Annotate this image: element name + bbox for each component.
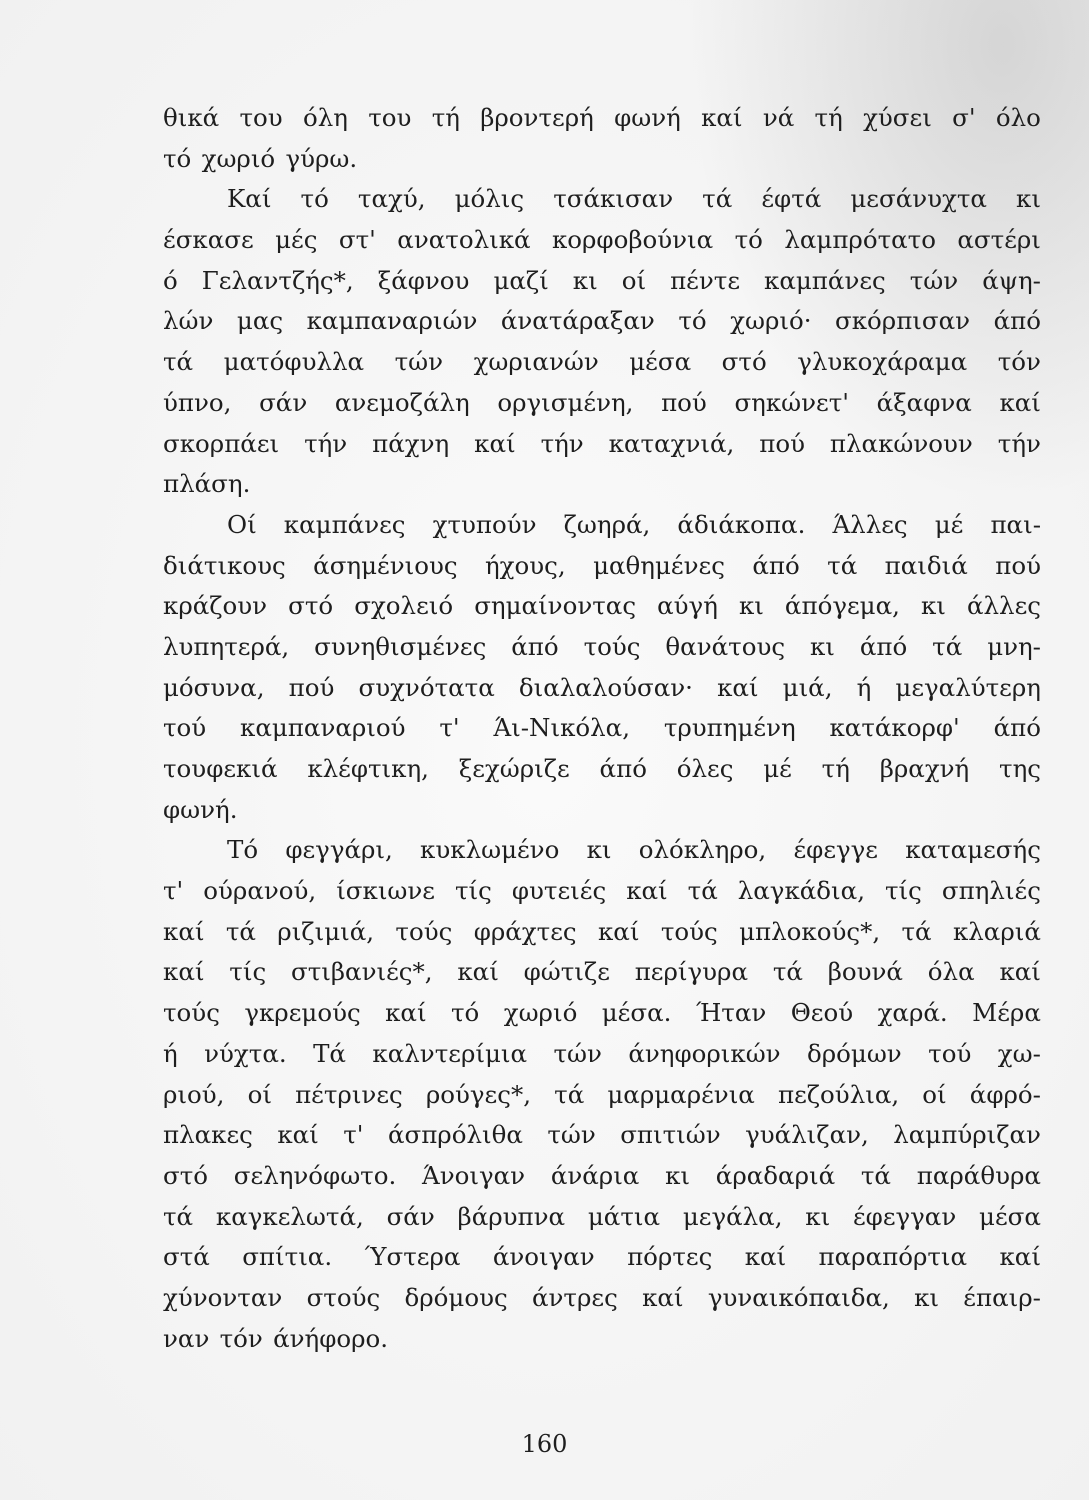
word: τίς — [455, 876, 492, 906]
text-line — [163, 1319, 1041, 1360]
word: σπίτια. — [242, 1242, 333, 1272]
word: στό — [288, 591, 334, 621]
word: καί — [597, 916, 640, 946]
word: όλα — [927, 957, 975, 987]
word: τίς — [884, 876, 922, 906]
word: κι — [738, 591, 764, 621]
word: τούς — [163, 998, 220, 1028]
word: του — [368, 103, 412, 132]
word: κι — [805, 1201, 831, 1231]
word: φεγγάρι, — [285, 835, 393, 865]
word: λαγκάδια, — [737, 876, 865, 906]
word: βραχνή — [879, 754, 970, 783]
word: οί — [922, 1079, 947, 1109]
word: χαρά. — [877, 998, 948, 1028]
word: γύρω. — [285, 143, 358, 173]
text-line — [163, 1197, 1041, 1238]
word: τό — [451, 998, 480, 1028]
word: ξάφνου — [377, 265, 470, 295]
word: σ' — [952, 103, 976, 132]
word: Ύστερα — [364, 1242, 461, 1272]
word: άψη- — [982, 265, 1041, 295]
word: κι — [914, 1282, 940, 1312]
word: όλη — [302, 103, 348, 132]
word: άνήφορο. — [273, 1323, 389, 1353]
text-line — [163, 383, 1041, 424]
word: τή — [431, 103, 460, 132]
word: καί — [642, 1282, 684, 1312]
word: άπό — [859, 631, 908, 661]
word: Τό — [227, 835, 259, 865]
word: γυναικόπαιδα, — [707, 1282, 890, 1312]
word: πού — [995, 550, 1041, 580]
word: τόν — [997, 347, 1041, 377]
word: νύχτα. — [204, 1038, 287, 1068]
word: τό — [678, 306, 707, 336]
word: έπαιρ- — [963, 1282, 1041, 1312]
text-line — [163, 912, 1041, 953]
word: ή — [856, 672, 872, 702]
text-line — [163, 1156, 1041, 1197]
word: χωριό· — [730, 306, 812, 336]
word: ξεχώριζε — [458, 754, 570, 783]
word: άπό — [752, 550, 800, 580]
word: πέντε — [670, 265, 741, 295]
word: φωνή — [614, 103, 681, 132]
word: τών — [909, 265, 959, 295]
text-line — [163, 749, 1041, 790]
text-line — [163, 871, 1041, 912]
word: τά — [163, 1201, 194, 1231]
word: χωριανών — [473, 347, 599, 377]
word: μεγαλύτερη — [895, 672, 1041, 702]
word: τά — [702, 184, 733, 214]
word: πού — [288, 672, 335, 702]
word: καί — [717, 672, 759, 702]
text-line — [163, 586, 1041, 627]
word: καμπάνες — [764, 265, 886, 295]
word: μαζί — [493, 265, 549, 295]
word: πλακώνουν — [829, 428, 973, 458]
word: λαμπρότατο — [784, 225, 936, 255]
word: διάτικους — [163, 550, 286, 580]
word: τά — [687, 876, 718, 906]
word: βουνά — [827, 957, 903, 987]
word: τούς — [583, 631, 641, 661]
word: σάν — [386, 1201, 435, 1231]
word: άπό — [993, 306, 1041, 336]
word: πάχνη — [372, 428, 450, 458]
word: κι — [809, 631, 835, 661]
word: τών — [553, 1038, 602, 1068]
word: βροντερή — [480, 103, 594, 132]
word: τά — [860, 1160, 891, 1190]
word: πού — [759, 428, 805, 458]
page-number: 160 — [521, 1430, 568, 1458]
word: καί — [163, 916, 205, 946]
word: τά — [772, 957, 803, 987]
word: Άι-Νικόλα, — [493, 713, 631, 743]
word: τούς — [395, 916, 453, 946]
word: τήν — [997, 428, 1041, 458]
word: σχολειό — [354, 591, 454, 621]
word: σπηλιές — [941, 876, 1041, 906]
word: Τά — [313, 1038, 346, 1068]
word: ζωηρά, — [563, 509, 651, 539]
word: χύσει — [863, 103, 932, 132]
word: όλες — [676, 754, 734, 783]
word: λυπητερά, — [163, 631, 290, 661]
text-line — [163, 1278, 1041, 1319]
word: ριού, — [163, 1079, 225, 1109]
word: περίγυρα — [634, 957, 748, 987]
word: τά — [225, 916, 256, 946]
word: σεληνόφωτο. — [233, 1160, 397, 1190]
word: ταχύ, — [357, 184, 426, 214]
word: καί — [385, 998, 427, 1028]
word: τρυπημένη — [663, 713, 796, 743]
word: δρόμων — [807, 1038, 902, 1068]
word: άντρες — [531, 1282, 618, 1312]
word: οργισμένη, — [497, 387, 634, 417]
word: καταχνιά, — [608, 428, 735, 458]
word: ρούγες*, — [425, 1079, 532, 1109]
word: μέσα. — [601, 998, 672, 1028]
word: καί — [277, 1120, 319, 1150]
word: μεσάνυχτα — [850, 184, 987, 214]
word: λών — [163, 306, 214, 336]
word: άνηφορικών — [628, 1038, 781, 1068]
word: τό — [300, 184, 329, 214]
word: έφτά — [761, 184, 822, 214]
word: τά — [163, 347, 194, 377]
word: έσκασε — [163, 225, 254, 255]
word: κι — [665, 1160, 691, 1190]
word: πλακες — [163, 1120, 253, 1150]
word: καί — [626, 876, 668, 906]
word: άνατάραξαν — [500, 306, 655, 336]
word: τών — [394, 347, 444, 377]
word: ανεμοζάλη — [334, 387, 470, 417]
word: άνάρια — [550, 1160, 640, 1190]
word: συχνότατα — [358, 672, 495, 702]
text-line — [163, 342, 1041, 383]
word: στούς — [306, 1282, 381, 1312]
word: παραπόρτια — [818, 1242, 968, 1272]
word: βάρυπνα — [457, 1201, 566, 1231]
word: κλέφτικη, — [307, 754, 429, 783]
word: ναν — [163, 1323, 210, 1353]
text-line — [163, 139, 1041, 180]
word: ίσκιωνε — [336, 876, 436, 906]
word: κι — [920, 591, 946, 621]
word: σηκώνετ' — [734, 387, 850, 417]
word: Θεού — [790, 998, 854, 1028]
word: ύπνο, — [163, 387, 232, 417]
word: άπό — [993, 713, 1041, 743]
word: κι — [1016, 184, 1041, 214]
word: μαρμαρένια — [607, 1079, 755, 1109]
word: κι — [572, 265, 598, 295]
word: νά — [762, 103, 795, 132]
word: έφεγγαν — [852, 1201, 957, 1231]
word: ή — [163, 1038, 178, 1068]
word: δρόμους — [404, 1282, 508, 1312]
word: του — [239, 103, 283, 132]
word: θανάτους — [665, 631, 786, 661]
word: τή — [814, 103, 843, 132]
word: κράζουν — [163, 591, 268, 621]
word: μές — [275, 225, 318, 255]
word: πεζούλια, — [777, 1079, 900, 1109]
word: πέτρινες — [295, 1079, 403, 1109]
word: άδιάκοπα. — [677, 509, 806, 539]
word: τ' — [439, 713, 460, 743]
word: φώτιζε — [523, 957, 610, 987]
word: τήν — [540, 428, 584, 458]
word: σημαίνοντας — [474, 591, 637, 621]
word: σκόρπισαν — [835, 306, 971, 336]
word: καί — [163, 957, 205, 987]
word: καμπάνες — [283, 509, 406, 539]
word: χω- — [997, 1038, 1041, 1068]
word: άπόγεμα, — [784, 591, 900, 621]
word: κλαριά — [952, 916, 1041, 946]
text-line — [163, 708, 1041, 749]
word: χτυπούν — [432, 509, 537, 539]
word: καμπαναριού — [240, 713, 406, 743]
word: μπλοκούς*, — [739, 916, 881, 946]
text-line — [163, 1237, 1041, 1278]
word: φράχτες — [473, 916, 577, 946]
word: Μέρα — [972, 998, 1041, 1028]
word: άπό — [511, 631, 559, 661]
word: καί — [701, 103, 743, 132]
word: γκρεμούς — [244, 998, 361, 1028]
text-line — [163, 627, 1041, 668]
word: στ' — [338, 225, 376, 255]
word: ούρανού, — [203, 876, 317, 906]
word: παι- — [990, 509, 1041, 539]
word: τά — [932, 631, 963, 661]
word: καμπαναριών — [306, 306, 478, 336]
word: γυάλιζαν, — [745, 1120, 869, 1150]
text-line — [163, 952, 1041, 993]
text-line — [163, 668, 1041, 709]
word: άλλες — [966, 591, 1041, 621]
word: ήχους, — [485, 550, 566, 580]
word: παράθυρα — [916, 1160, 1041, 1190]
word: αστέρι — [957, 225, 1041, 255]
text-line — [163, 220, 1041, 261]
word: άνοιγαν — [492, 1242, 595, 1272]
word: κατάκορφ' — [829, 713, 960, 743]
word: άραδαριά — [715, 1160, 836, 1190]
word: στά — [163, 1242, 210, 1272]
word: πλάση. — [163, 469, 251, 499]
word: διαλαλούσαν· — [518, 672, 693, 702]
word: μάτια — [587, 1201, 661, 1231]
word: μέσα — [979, 1201, 1041, 1231]
word: άσημένιους — [313, 550, 458, 580]
text-line — [163, 98, 1041, 139]
word: κι — [586, 835, 612, 865]
word: Άλλες — [832, 509, 908, 539]
word: Άνοιγαν — [422, 1160, 526, 1190]
word: μόσυνα, — [163, 672, 265, 702]
word: τή — [821, 754, 850, 783]
word: τού — [163, 713, 207, 743]
word: μαθημένες — [593, 550, 725, 580]
word: στό — [163, 1160, 209, 1190]
word: καί — [999, 387, 1041, 417]
text-line — [163, 830, 1041, 871]
word: στό — [721, 347, 767, 377]
word: καί — [999, 957, 1041, 987]
word: τ' — [343, 1120, 364, 1150]
word: ριζιμιά, — [277, 916, 375, 946]
word: τίς — [229, 957, 267, 987]
word: πού — [661, 387, 707, 417]
word: τό — [163, 143, 192, 173]
word: τά — [554, 1079, 585, 1109]
word: μεγάλα, — [682, 1201, 783, 1231]
word: τά — [901, 916, 932, 946]
word: της — [999, 754, 1041, 783]
word: γλυκοχάραμα — [797, 347, 968, 377]
word: Ήταν — [695, 998, 767, 1028]
text-line — [163, 301, 1041, 342]
word: χωριό — [503, 998, 578, 1028]
word: κορφοβούνια — [551, 225, 714, 255]
word: τόν — [219, 1323, 263, 1353]
word: τούς — [660, 916, 718, 946]
word: άσπρόλιθα — [387, 1120, 523, 1150]
word: τουφεκιά — [163, 754, 278, 783]
word: τού — [928, 1038, 972, 1068]
word: τών — [547, 1120, 596, 1150]
text-line — [163, 546, 1041, 587]
word: καγκελωτά, — [215, 1201, 364, 1231]
text-line — [163, 505, 1041, 546]
text-line — [163, 1115, 1041, 1156]
word: τσάκισαν — [553, 184, 674, 214]
word: Γελαντζής*, — [201, 265, 354, 295]
word: καί — [999, 1242, 1041, 1272]
word: σπιτιών — [620, 1120, 721, 1150]
word: άξαφνα — [876, 387, 972, 417]
word: Οί — [227, 509, 257, 539]
word: μας — [236, 306, 284, 336]
word: χωριό — [201, 143, 276, 173]
text-line — [163, 993, 1041, 1034]
text-line — [163, 464, 1041, 505]
word: έφεγγε — [793, 835, 878, 865]
word: μόλις — [454, 184, 525, 214]
text-line — [163, 1034, 1041, 1075]
word: μέ — [934, 509, 964, 539]
word: καταμεσής — [905, 835, 1041, 865]
word: σκορπάει — [163, 428, 280, 458]
text-line — [163, 179, 1041, 220]
word: καλντερίμια — [372, 1038, 528, 1068]
word: χύνονταν — [163, 1282, 283, 1312]
word: οί — [621, 265, 647, 295]
word: ματόφυλλα — [223, 347, 365, 377]
word: σάν — [259, 387, 308, 417]
word: μνη- — [987, 631, 1041, 661]
word: φωνή. — [163, 794, 238, 824]
word: τήν — [304, 428, 348, 458]
word: συνηθισμένες — [314, 631, 487, 661]
word: τ' — [163, 876, 184, 906]
word: ολόκληρο, — [638, 835, 767, 865]
word: Καί — [227, 184, 272, 214]
word: καί — [744, 1242, 787, 1272]
word: ό — [163, 265, 178, 295]
word: αύγή — [657, 591, 718, 621]
word: μέ — [763, 754, 792, 783]
word: άφρό- — [969, 1079, 1041, 1109]
word: λαμπύριζαν — [893, 1120, 1041, 1150]
word: μέσα — [629, 347, 692, 377]
word: τά — [827, 550, 858, 580]
word: πόρτες — [627, 1242, 713, 1272]
word: άπό — [599, 754, 647, 783]
word: καί — [474, 428, 516, 458]
text-line — [163, 261, 1041, 302]
word: καί — [457, 957, 499, 987]
text-line — [163, 1075, 1041, 1116]
word: μιά, — [782, 672, 833, 702]
word: τό — [734, 225, 763, 255]
word: παιδιά — [884, 550, 968, 580]
word: όλο — [995, 103, 1041, 132]
word: φυτειές — [511, 876, 607, 906]
text-line — [163, 424, 1041, 465]
word: οί — [247, 1079, 272, 1109]
body-text — [163, 98, 1041, 1359]
word: στιβανιές*, — [290, 957, 433, 987]
word: ανατολικά — [397, 225, 531, 255]
word: θικά — [163, 103, 220, 132]
word: κυκλωμένο — [420, 835, 560, 865]
text-line — [163, 790, 1041, 831]
